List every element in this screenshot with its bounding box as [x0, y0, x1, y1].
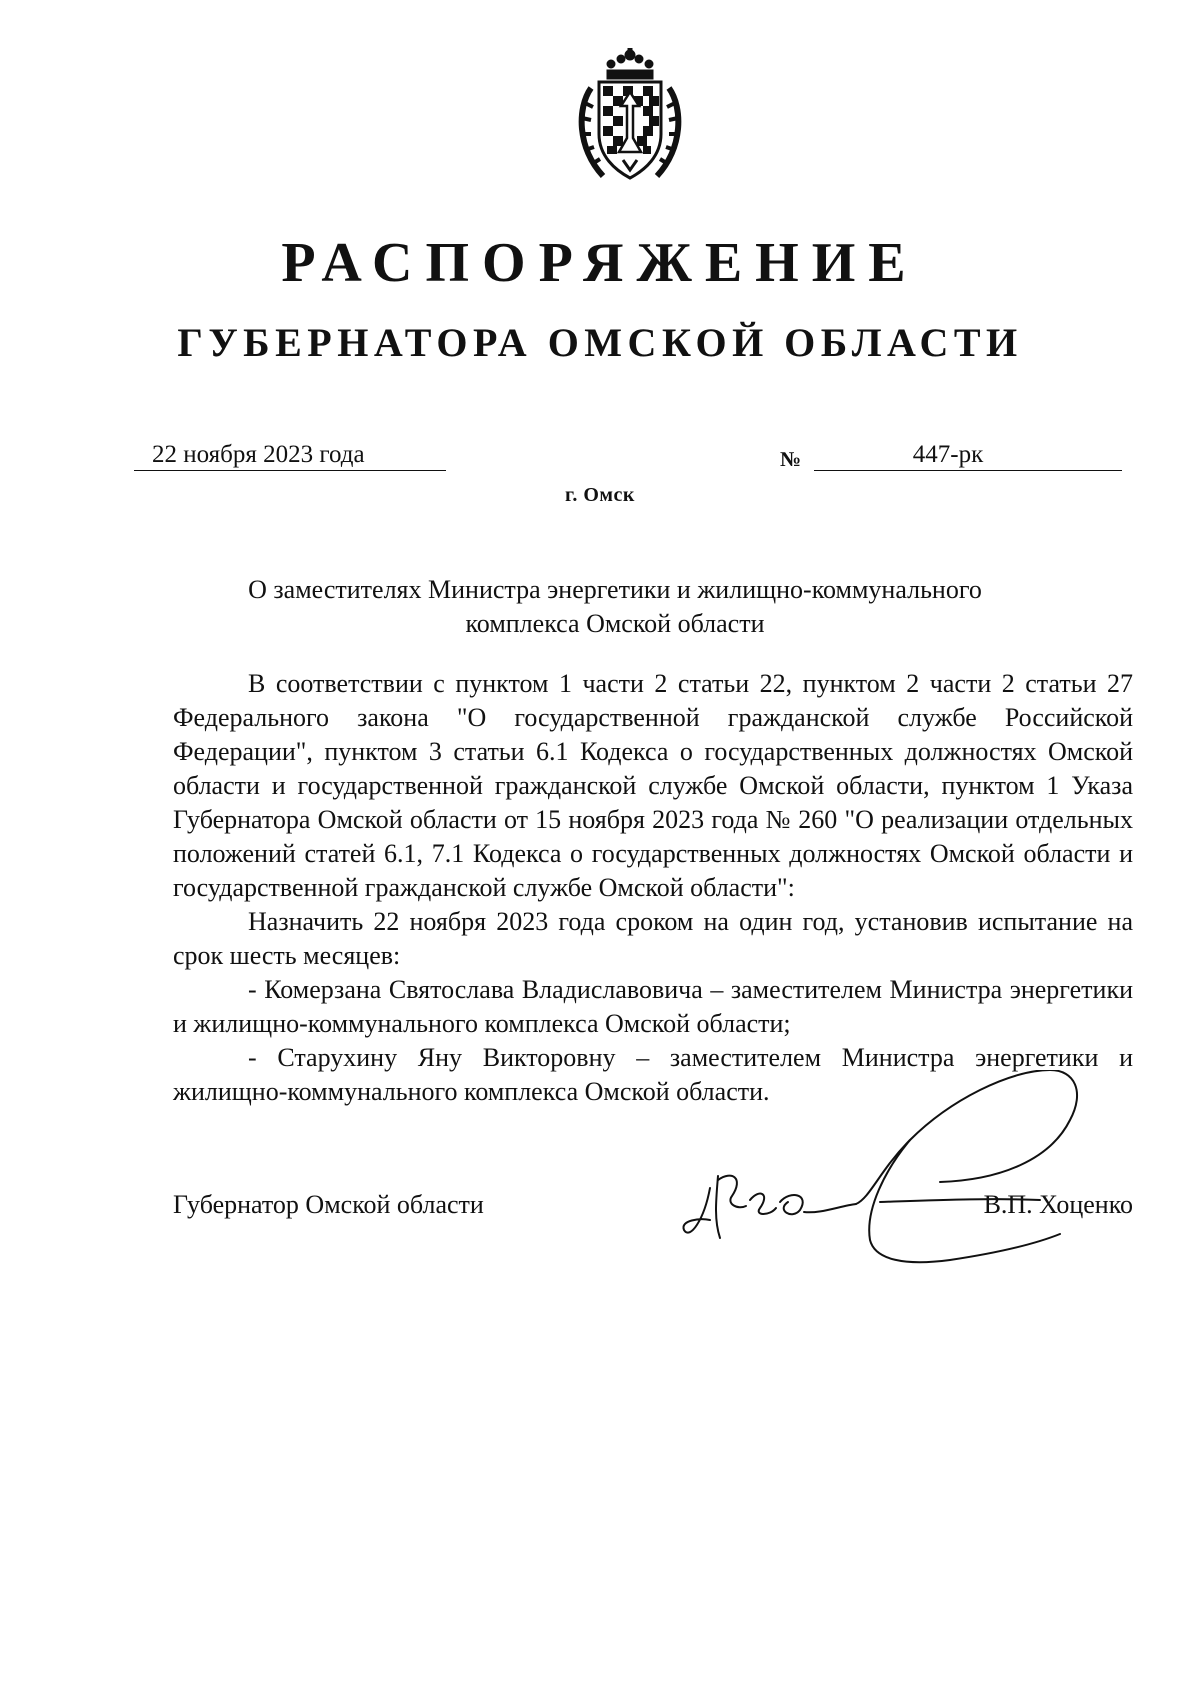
document-number: 447-рк	[814, 440, 1122, 471]
document-title: РАСПОРЯЖЕНИЕ	[281, 232, 919, 294]
document-body	[173, 667, 1133, 1109]
signatory-name: В.П. Хоценко	[983, 1190, 1133, 1219]
document-subject: О заместителях Министра энергетики и жилищно-коммунального комплекса Омской области	[248, 575, 982, 638]
body-paragraph: - Комерзана Святослава Владиславовича – заместителем Министра энергетики и жилищно-коммунального комплекса Омской области;	[173, 975, 1133, 1038]
number-sign: №	[780, 447, 802, 471]
body-paragraph: - Старухину Яну Викторовну – заместителем Министра энергетики и жилищно-коммунального комплекса Омской области.	[173, 1043, 1133, 1106]
omsk-region-coat-of-arms-icon	[573, 48, 687, 188]
document-date: 22 ноября 2023 года	[134, 440, 446, 471]
signatory-position: Губернатор Омской области	[173, 1190, 484, 1219]
body-paragraph: Назначить 22 ноября 2023 года сроком на один год, установив испытание на срок шесть месяцев:	[173, 907, 1133, 970]
document-city: г. Омск	[565, 484, 635, 506]
document-subtitle: ГУБЕРНАТОРА ОМСКОЙ ОБЛАСТИ	[177, 320, 1023, 365]
body-paragraph: В соответствии с пунктом 1 части 2 статьи 22, пунктом 2 части 2 статьи 27 Федерального закона "О государственной гражданской службе Российской Федерации", пунктом 3 статьи 6.1 Кодекса о государственных должностях Омской области и государственной гражданской службе Омской области, пунктом 1 Указа Губернатора Омской области от 15 ноября 2023 года № 260 "О реализации отдельных положений статей 6.1, 7.1 Кодекса о государственных должностях Омской области и государственной гражданской службе Омской области":	[173, 669, 1133, 902]
